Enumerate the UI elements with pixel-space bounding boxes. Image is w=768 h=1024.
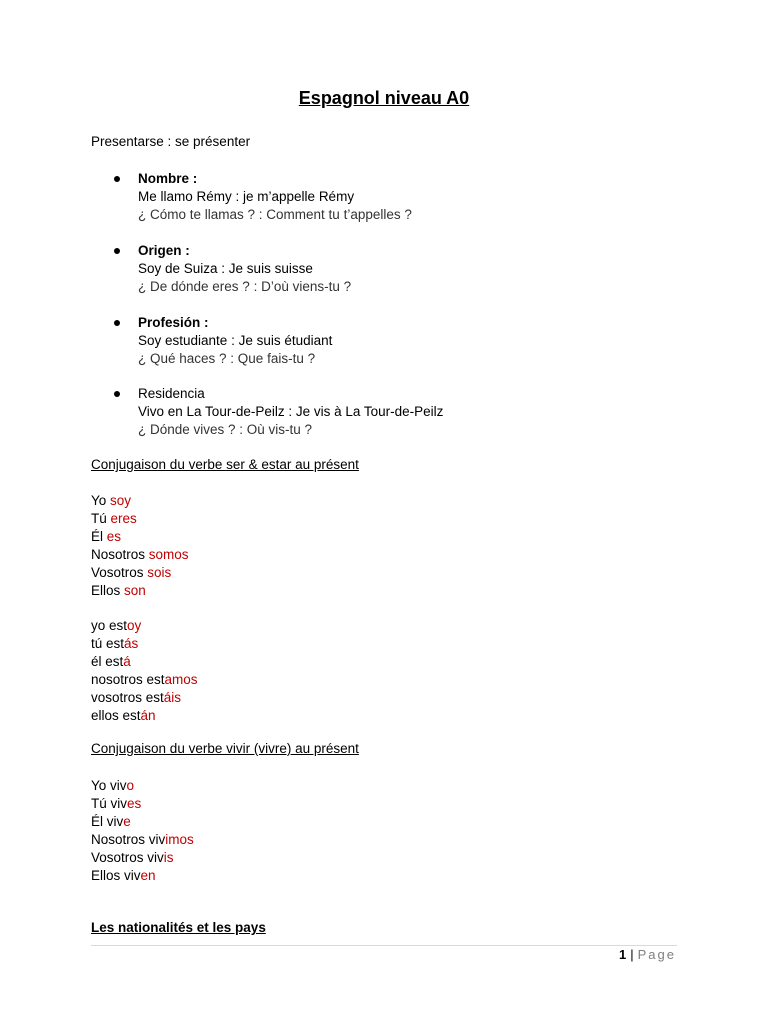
verb-ending: sois xyxy=(147,565,172,580)
page-number: 1 xyxy=(619,947,627,962)
footer-divider xyxy=(91,945,677,946)
bullet-label: Residencia xyxy=(138,386,205,401)
conjugation-row xyxy=(91,582,189,600)
page-footer xyxy=(619,947,676,962)
verb-stem: Yo viv xyxy=(91,778,127,793)
conjugation-row xyxy=(91,546,189,564)
pronoun: Ellos xyxy=(91,583,125,598)
conjugation-row xyxy=(91,849,194,867)
bullet-dot-icon xyxy=(114,176,120,182)
verb-stem: Él viv xyxy=(91,814,124,829)
conjugation-row xyxy=(91,510,189,528)
conjugation-row xyxy=(91,707,198,725)
verb-ending: en xyxy=(140,868,156,883)
verb-ending: somos xyxy=(148,547,189,562)
verb-ending: e xyxy=(123,814,131,829)
verb-ending: soy xyxy=(110,493,132,508)
bullet-dot-icon xyxy=(114,391,120,397)
bullet-line: ¿ Dónde vives ? : Où vis-tu ? xyxy=(138,422,313,437)
verb-ending: es xyxy=(106,529,122,544)
verb-stem: nosotros est xyxy=(91,672,165,687)
conjugation-row xyxy=(91,617,198,635)
bullet-line: Soy de Suiza : Je suis suisse xyxy=(138,261,313,276)
bullet-line: ¿ Qué haces ? : Que fais-tu ? xyxy=(138,351,316,366)
verb-ending: á xyxy=(123,654,131,669)
verb-stem: vosotros est xyxy=(91,690,164,705)
pronoun: Yo xyxy=(91,493,111,508)
bullet-item-origen xyxy=(114,242,351,296)
verb-ending: amos xyxy=(164,672,198,687)
bullet-dot-icon xyxy=(114,320,120,326)
bullet-line: Vivo en La Tour-de-Peilz : Je vis à La Tour-de-Peilz xyxy=(138,404,444,419)
intro-line: Presentarse : se présenter xyxy=(91,134,251,149)
verb-ending: imos xyxy=(165,832,194,847)
bullet-item-nombre xyxy=(114,170,412,224)
footer-separator: | xyxy=(630,947,634,962)
page-label: Page xyxy=(637,947,676,962)
verb-stem: Tú viv xyxy=(91,796,128,811)
section-heading-ser-estar: Conjugaison du verbe ser & estar au présent xyxy=(91,457,359,472)
conjugation-row xyxy=(91,867,194,885)
verb-stem: yo est xyxy=(91,618,128,633)
conjugation-ser xyxy=(91,492,189,600)
conjugation-estar xyxy=(91,617,198,725)
verb-ending: es xyxy=(127,796,142,811)
conjugation-row xyxy=(91,795,194,813)
conjugation-row xyxy=(91,671,198,689)
verb-ending: eres xyxy=(110,511,137,526)
verb-ending: án xyxy=(140,708,156,723)
verb-stem: ellos est xyxy=(91,708,141,723)
conjugation-row xyxy=(91,635,198,653)
conjugation-row xyxy=(91,492,189,510)
verb-stem: Ellos viv xyxy=(91,868,141,883)
section-heading-nationalites: Les nationalités et les pays xyxy=(91,920,266,935)
verb-ending: o xyxy=(126,778,135,793)
pronoun: Vosotros xyxy=(91,565,148,580)
verb-ending: áis xyxy=(163,690,182,705)
conjugation-row xyxy=(91,831,194,849)
verb-stem: tú est xyxy=(91,636,125,651)
verb-ending: oy xyxy=(127,618,142,633)
bullet-line: Soy estudiante : Je suis étudiant xyxy=(138,333,333,348)
section-heading-vivir: Conjugaison du verbe vivir (vivre) au présent xyxy=(91,741,359,756)
page-title: Espagnol niveau A0 xyxy=(298,88,470,108)
conjugation-row xyxy=(91,528,189,546)
bullet-dot-icon xyxy=(114,248,120,254)
verb-stem: Vosotros viv xyxy=(91,850,164,865)
pronoun: Él xyxy=(91,529,107,544)
conjugation-vivir xyxy=(91,777,194,885)
verb-stem: Nosotros viv xyxy=(91,832,166,847)
conjugation-row xyxy=(91,564,189,582)
conjugation-row xyxy=(91,813,194,831)
bullet-item-residencia xyxy=(114,385,443,439)
bullet-item-profesion xyxy=(114,314,332,368)
conjugation-row xyxy=(91,689,198,707)
bullet-label: Profesión : xyxy=(138,315,209,330)
verb-ending: ás xyxy=(124,636,139,651)
verb-stem: él est xyxy=(91,654,124,669)
conjugation-row xyxy=(91,777,194,795)
pronoun: Nosotros xyxy=(91,547,149,562)
bullet-line: ¿ Cómo te llamas ? : Comment tu t’appelles ? xyxy=(138,207,412,222)
bullet-line: ¿ De dónde eres ? : D’où viens-tu ? xyxy=(138,279,352,294)
verb-ending: is xyxy=(163,850,174,865)
bullet-label: Nombre : xyxy=(138,171,198,186)
bullet-label: Origen : xyxy=(138,243,190,258)
verb-ending: son xyxy=(124,583,146,598)
pronoun: Tú xyxy=(91,511,111,526)
conjugation-row xyxy=(91,653,198,671)
bullet-line: Me llamo Rémy : je m’appelle Rémy xyxy=(138,189,355,204)
